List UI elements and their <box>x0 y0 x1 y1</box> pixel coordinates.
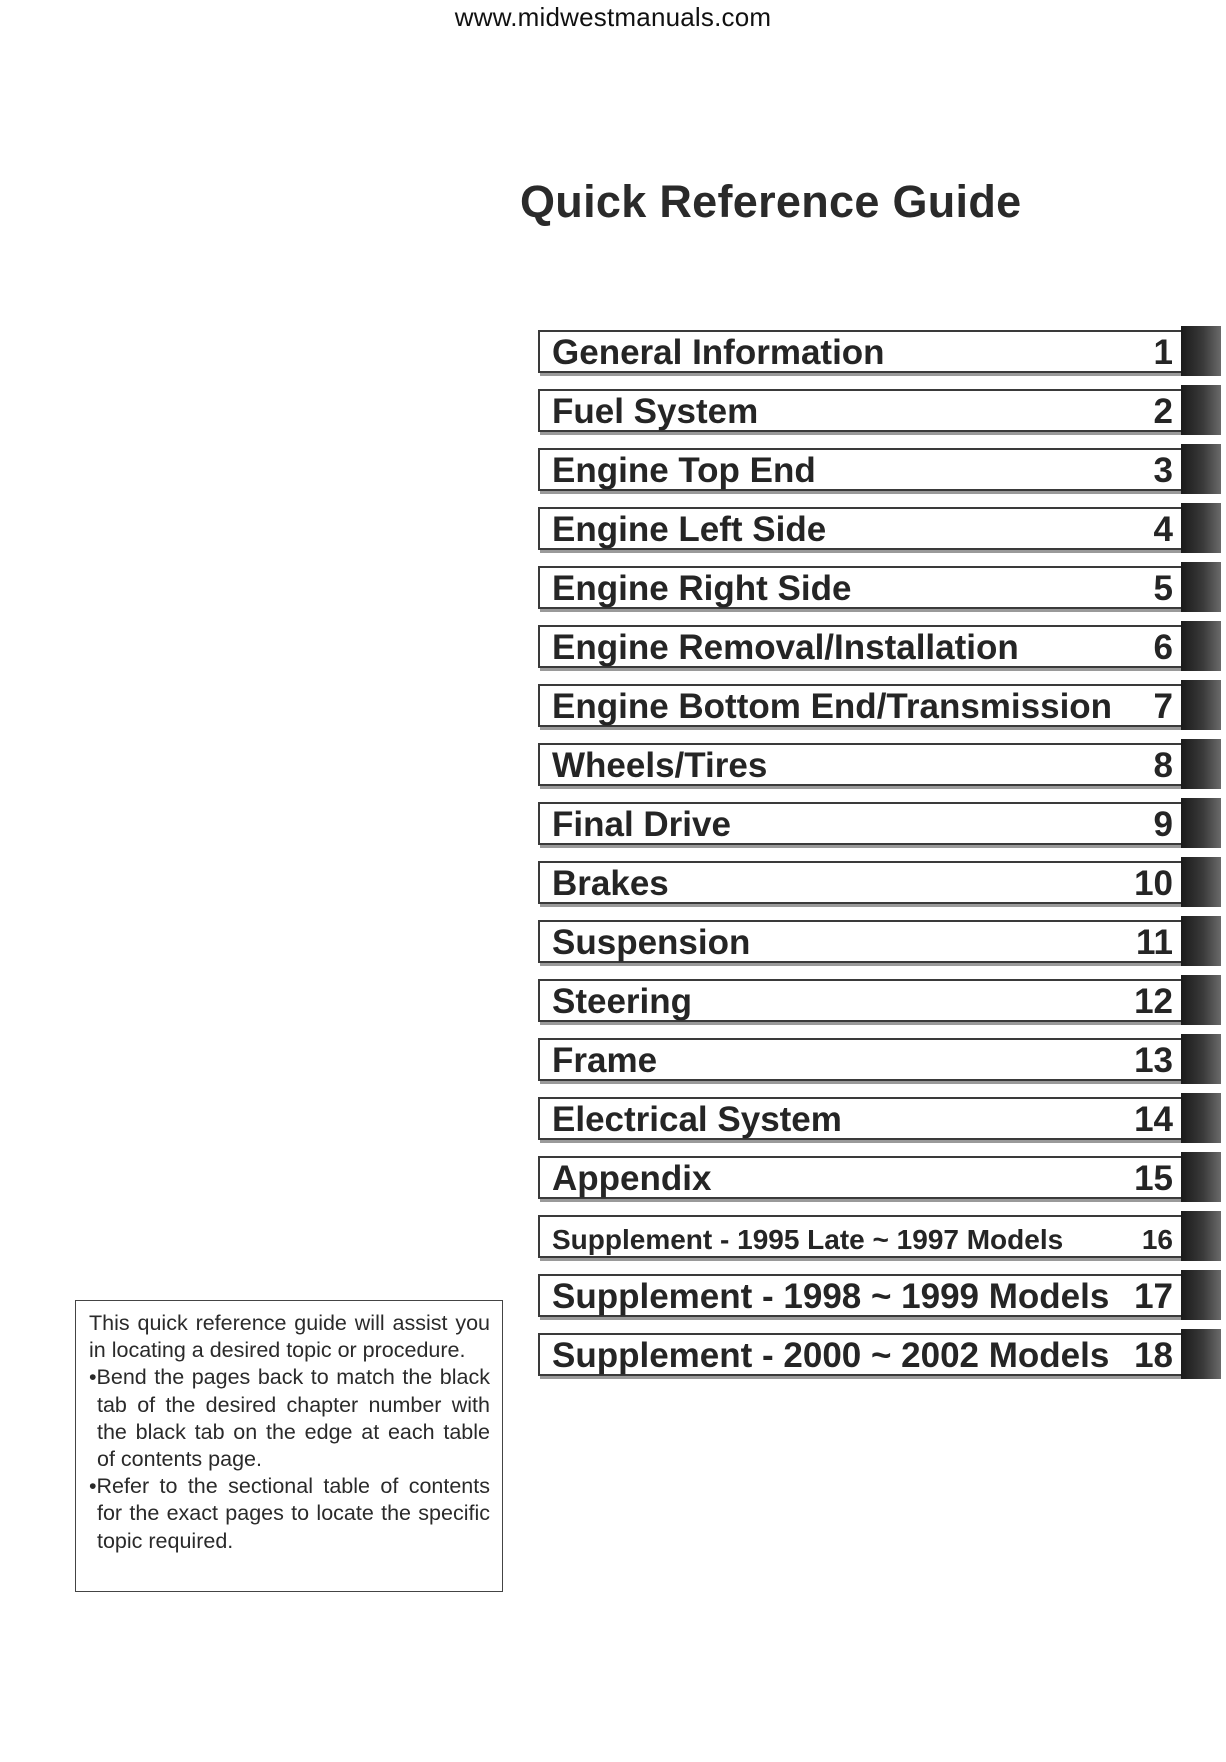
chapter-tab <box>1181 857 1221 907</box>
chapter-tab <box>1181 739 1221 789</box>
chapter-label: Supplement - 2000 ~ 2002 Models <box>552 1336 1110 1375</box>
chapter-label: Final Drive <box>552 805 731 844</box>
chapter-label: Engine Top End <box>552 451 816 490</box>
chapter-tab <box>1181 680 1221 730</box>
chapter-row-engine-right-side[interactable] <box>538 566 1181 609</box>
chapter-row-engine-bottom-end-transmission[interactable] <box>538 684 1181 727</box>
chapter-label: Frame <box>552 1041 658 1080</box>
chapter-label: Engine Left Side <box>552 510 827 549</box>
chapter-label: General Information <box>552 333 885 372</box>
chapter-number: 3 <box>1153 451 1173 490</box>
chapter-tab <box>1181 326 1221 376</box>
chapter-number: 13 <box>1134 1041 1173 1080</box>
chapter-row-suspension[interactable] <box>538 920 1181 963</box>
chapter-tab <box>1181 562 1221 612</box>
chapter-number: 2 <box>1153 392 1173 431</box>
chapter-row-engine-top-end[interactable] <box>538 448 1181 491</box>
chapter-label: Brakes <box>552 864 669 903</box>
chapter-number: 1 <box>1153 333 1173 372</box>
chapter-label: Fuel System <box>552 392 759 431</box>
chapter-tab <box>1181 385 1221 435</box>
chapter-tab <box>1181 621 1221 671</box>
chapter-number: 9 <box>1153 805 1173 844</box>
chapter-tab <box>1181 916 1221 966</box>
chapter-label: Engine Right Side <box>552 569 852 608</box>
chapter-row-brakes[interactable] <box>538 861 1181 904</box>
chapter-row-supplement-2000-2002[interactable] <box>538 1333 1181 1376</box>
chapter-tab <box>1181 1270 1221 1320</box>
chapter-number: 7 <box>1153 687 1173 726</box>
chapter-number: 12 <box>1134 982 1173 1021</box>
chapter-row-wheels-tires[interactable] <box>538 743 1181 786</box>
chapter-number: 4 <box>1153 510 1173 549</box>
chapter-number: 17 <box>1134 1277 1173 1316</box>
note-bullet-refer-toc: •Refer to the sectional table of contents for the exact pages to locate the specific topic required. <box>89 1474 490 1553</box>
header-url: www.midwestmanuals.com <box>454 2 772 32</box>
chapter-label: Appendix <box>552 1159 712 1198</box>
chapter-row-electrical-system[interactable] <box>538 1097 1181 1140</box>
chapter-tab <box>1181 1329 1221 1379</box>
chapter-label: Steering <box>552 982 693 1021</box>
chapter-tab <box>1181 1093 1221 1143</box>
chapter-number: 5 <box>1153 569 1173 608</box>
chapter-label: Supplement - 1998 ~ 1999 Models <box>552 1277 1110 1316</box>
chapter-tab <box>1181 1034 1221 1084</box>
chapter-tab <box>1181 798 1221 848</box>
note-intro: This quick reference guide will assist you in locating a desired topic or procedure. <box>89 1311 490 1363</box>
instruction-note-box <box>75 1300 503 1592</box>
chapter-row-engine-removal-installation[interactable] <box>538 625 1181 668</box>
chapter-number: 11 <box>1136 923 1173 962</box>
chapter-row-supplement-1995-1997[interactable] <box>538 1215 1181 1258</box>
chapter-row-fuel-system[interactable] <box>538 389 1181 432</box>
chapter-tab <box>1181 503 1221 553</box>
chapter-list <box>538 330 1226 1392</box>
chapter-label: Supplement - 1995 Late ~ 1997 Models <box>552 1224 1064 1255</box>
chapter-row-engine-left-side[interactable] <box>538 507 1181 550</box>
chapter-number: 18 <box>1134 1336 1173 1375</box>
chapter-label: Engine Removal/Installation <box>552 628 1019 667</box>
chapter-number: 8 <box>1153 746 1173 785</box>
chapter-row-final-drive[interactable] <box>538 802 1181 845</box>
chapter-label: Wheels/Tires <box>552 746 768 785</box>
chapter-row-general-information[interactable] <box>538 330 1181 373</box>
chapter-tab <box>1181 1211 1221 1261</box>
chapter-row-steering[interactable] <box>538 979 1181 1022</box>
chapter-number: 10 <box>1134 864 1173 903</box>
chapter-label: Electrical System <box>552 1100 842 1139</box>
chapter-row-frame[interactable] <box>538 1038 1181 1081</box>
chapter-number: 6 <box>1153 628 1173 667</box>
chapter-number: 14 <box>1134 1100 1173 1139</box>
chapter-label: Suspension <box>552 923 751 962</box>
chapter-tab <box>1181 1152 1221 1202</box>
chapter-label: Engine Bottom End/Transmission <box>552 687 1113 726</box>
chapter-number: 15 <box>1134 1159 1173 1198</box>
chapter-row-supplement-1998-1999[interactable] <box>538 1274 1181 1317</box>
chapter-tab <box>1181 444 1221 494</box>
chapter-number: 16 <box>1141 1224 1173 1255</box>
chapter-tab <box>1181 975 1221 1025</box>
page-title: Quick Reference Guide <box>520 176 1022 227</box>
chapter-row-appendix[interactable] <box>538 1156 1181 1199</box>
note-bullet-bend-pages: •Bend the pages back to match the black tab of the desired chapter number with the black tab on the edge at each table of contents page. <box>89 1365 490 1472</box>
